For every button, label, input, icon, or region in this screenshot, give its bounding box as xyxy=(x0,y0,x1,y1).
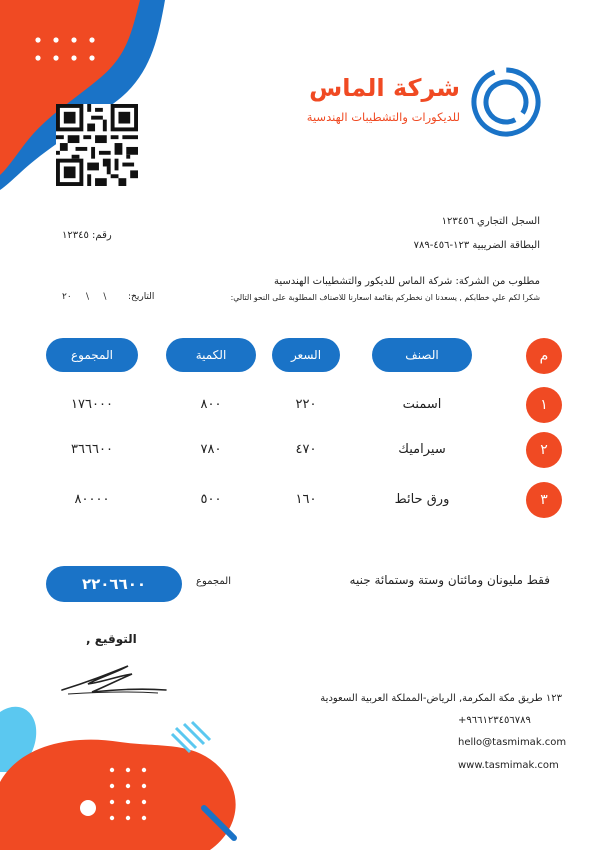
row-item: سيراميك xyxy=(398,442,446,457)
row-index: ٢ xyxy=(526,432,562,468)
qr-code xyxy=(56,104,138,186)
header-item: الصنف xyxy=(372,338,472,372)
grand-total: ٢٢٠٦٦٠٠ xyxy=(46,566,182,602)
header-index: م xyxy=(526,338,562,374)
commercial-register: السجل التجاري ١٢٣٤٥٦ xyxy=(441,216,540,227)
document-number: رقم: ١٢٣٤٥ xyxy=(62,230,112,241)
row-price: ٤٧٠ xyxy=(295,442,317,457)
header-quantity: الكمية xyxy=(166,338,256,372)
contact-website[interactable]: www.tasmimak.com xyxy=(458,760,559,771)
row-quantity: ٨٠٠ xyxy=(200,397,222,412)
company-logo-icon xyxy=(470,66,542,138)
date-value: ٢٠ \ \ xyxy=(62,292,107,302)
contact-address: ١٢٣ طريق مكة المكرمة, الرياض-المملكة العربية السعودية xyxy=(320,693,562,704)
signature-label: التوقيع , xyxy=(86,632,137,646)
amount-in-words: فقط مليونان ومائتان وستة وستمائة جنيه xyxy=(349,573,550,587)
signature-scribble xyxy=(58,660,170,702)
row-index: ١ xyxy=(526,387,562,423)
row-total: ١٧٦٠٠٠ xyxy=(71,397,113,412)
header-price: السعر xyxy=(272,338,340,372)
date-label: التاريخ: xyxy=(128,292,155,302)
row-item: اسمنت xyxy=(402,397,442,412)
row-price: ١٦٠ xyxy=(295,492,317,507)
row-quantity: ٧٨٠ xyxy=(200,442,222,457)
row-quantity: ٥٠٠ xyxy=(200,492,222,507)
row-total: ٨٠٠٠٠ xyxy=(74,492,110,507)
total-label: المجموع xyxy=(196,576,231,587)
row-item: ورق حائط xyxy=(394,492,450,507)
contact-phone: +٩٦٦١٢٣٤٥٦٧٨٩ xyxy=(458,715,531,726)
contact-email[interactable]: hello@tasmimak.com xyxy=(458,737,567,748)
bottom-left-decoration xyxy=(0,700,260,850)
row-price: ٢٢٠ xyxy=(295,397,317,412)
row-total: ٣٦٦٦٠٠ xyxy=(71,442,113,457)
tax-card: البطاقة الضريبية ١٢٣-٤٥٦-٧٨٩ xyxy=(413,240,540,251)
company-subtitle: للديكورات والتشطيبات الهندسية xyxy=(306,110,460,124)
row-index: ٣ xyxy=(526,482,562,518)
requested-from: مطلوب من الشركة: شركة الماس للديكور والتشطيبات الهندسية xyxy=(274,276,540,287)
thanks-note: شكرا لكم علي خطابكم , يسعدنا ان نخطركم بقائمة اسعارنا للاصناف المطلوبة على النحو التالي: xyxy=(230,293,540,302)
company-name: شركة الماس xyxy=(309,74,460,102)
header-total: المجموع xyxy=(46,338,138,372)
